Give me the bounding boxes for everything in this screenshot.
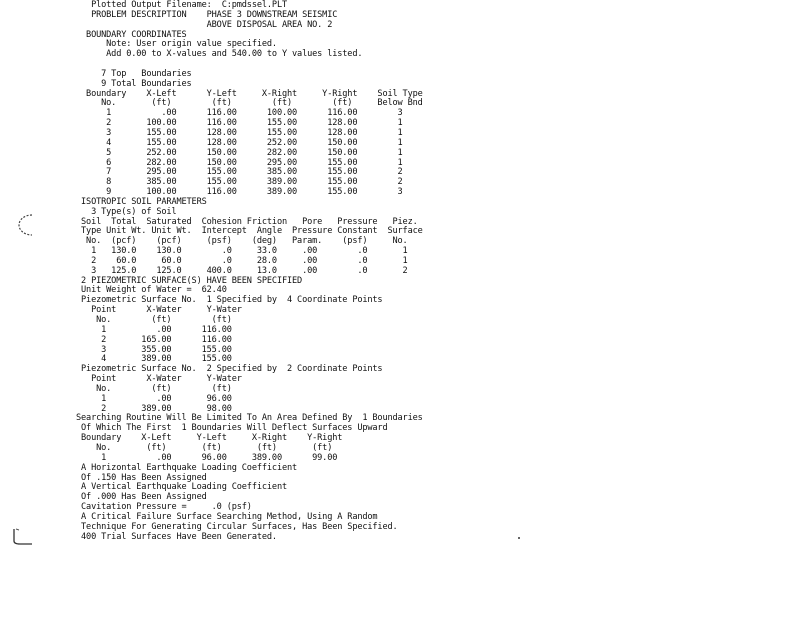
text-line: 1 .00 96.00 <box>76 393 232 404</box>
text-line: 1 .00 116.00 100.00 116.00 3 <box>76 108 403 119</box>
text-line: PROBLEM DESCRIPTION PHASE 3 DOWNSTREAM SEISMIC <box>76 9 338 20</box>
binding-hole-mark-bottom <box>10 527 36 547</box>
binding-hole-mark-top <box>14 212 36 238</box>
text-line: 4 155.00 128.00 252.00 150.00 1 <box>76 137 403 148</box>
text-line: A Critical Failure Surface Searching Method, Using A Random <box>76 511 378 522</box>
text-line: Unit Weight of Water = 62.40 <box>76 285 227 296</box>
text-line: 3 355.00 155.00 <box>76 344 232 355</box>
text-line: Of .150 Has Been Assigned <box>76 472 207 483</box>
text-line: A Horizontal Earthquake Loading Coefficient <box>76 462 298 473</box>
text-line: 8 385.00 155.00 389.00 155.00 2 <box>76 177 403 188</box>
text-line: Type Unit Wt. Unit Wt. Intercept Angle Pressure Constant Surface <box>76 226 423 237</box>
text-line: No. (ft) (ft) (ft) (ft) Below Bnd <box>76 98 423 109</box>
text-line: Piezometric Surface No. 2 Specified by 2 Coordinate Points <box>76 364 383 375</box>
text-line: 2 389.00 98.00 <box>76 403 232 414</box>
text-line: Of .000 Has Been Assigned <box>76 492 207 503</box>
text-line: Point X-Water Y-Water <box>76 305 242 316</box>
text-line: A Vertical Earthquake Loading Coefficient <box>76 482 288 493</box>
text-line: 4 389.00 155.00 <box>76 354 232 365</box>
text-line: 5 252.00 150.00 282.00 150.00 1 <box>76 147 403 158</box>
text-line: 3 155.00 128.00 155.00 128.00 1 <box>76 127 403 138</box>
text-line: 7 295.00 155.00 385.00 155.00 2 <box>76 167 403 178</box>
text-line: No. (pcf) (pcf) (psf) (deg) Param. (psf) No. <box>76 236 408 247</box>
text-line: Boundary X-Left Y-Left X-Right Y-Right Soil Type <box>76 88 423 99</box>
text-line: 2 PIEZOMETRIC SURFACE(S) HAVE BEEN SPECIFIED <box>76 275 303 286</box>
text-line: No. (ft) (ft) <box>76 315 232 325</box>
text-line: 3 125.0 125.0 400.0 13.0 .00 .0 2 <box>76 265 408 276</box>
text-line: 1 130.0 130.0 .0 33.0 .00 .0 1 <box>76 246 408 257</box>
text-line: Point X-Water Y-Water <box>76 374 242 385</box>
text-line: 6 282.00 150.00 295.00 155.00 1 <box>76 157 403 168</box>
text-line: 2 165.00 116.00 <box>76 334 232 345</box>
text-line: 1 .00 116.00 <box>76 324 232 335</box>
text-line: 2 100.00 116.00 155.00 128.00 1 <box>76 118 403 129</box>
text-line: Boundary X-Left Y-Left X-Right Y-Right <box>76 433 343 444</box>
text-line: ISOTROPIC SOIL PARAMETERS <box>76 196 207 207</box>
text-line: Piezometric Surface No. 1 Specified by 4 Coordinate Points <box>76 295 383 306</box>
text-line: 7 Top Boundaries <box>76 68 192 79</box>
text-line: 9 Total Boundaries <box>76 78 192 89</box>
text-line: Add 0.00 to X-values and 540.00 to Y values listed. <box>76 49 363 60</box>
text-line: Of Which The First 1 Boundaries Will Deflect Surfaces Upward <box>76 423 388 434</box>
text-line: 2 60.0 60.0 .0 28.0 .00 .0 1 <box>76 255 408 266</box>
text-line: Note: User origin value specified. <box>76 39 277 50</box>
document-text <box>76 1 536 542</box>
text-line: BOUNDARY COORDINATES <box>76 29 187 40</box>
scan-dot <box>518 537 520 539</box>
text-line: Searching Routine Will Be Limited To An Area Defined By 1 Boundaries <box>76 413 423 424</box>
text-line: 1 .00 96.00 389.00 99.00 <box>76 452 338 463</box>
text-line: 9 100.00 116.00 389.00 155.00 3 <box>76 187 403 198</box>
text-line: Plotted Output Filename: C:pmdssel.PLT <box>76 0 288 10</box>
text-line: Technique For Generating Circular Surfaces, Has Been Specified. <box>76 521 398 532</box>
text-line: No. (ft) (ft) (ft) (ft) <box>76 442 333 453</box>
text-line: Cavitation Pressure = .0 (psf) <box>76 502 252 513</box>
text-line: Soil Total Saturated Cohesion Friction Pore Pressure Piez. <box>76 216 418 227</box>
text-line: No. (ft) (ft) <box>76 383 232 394</box>
text-line: 3 Type(s) of Soil <box>76 206 177 217</box>
text-line: ABOVE DISPOSAL AREA NO. 2 <box>76 19 333 30</box>
text-line: 400 Trial Surfaces Have Been Generated. <box>76 531 277 542</box>
